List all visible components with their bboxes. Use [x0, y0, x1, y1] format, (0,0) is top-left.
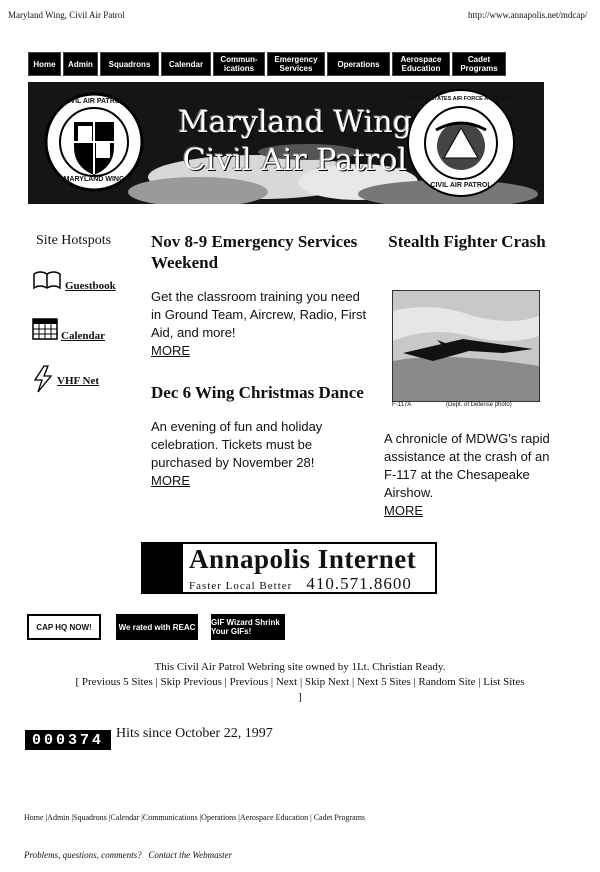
footer-squadrons[interactable]: Squadrons [73, 813, 107, 822]
webring-next5[interactable]: Next 5 Sites [356, 676, 411, 688]
cap-hq-badge[interactable]: CAP HQ NOW! [27, 614, 101, 640]
hotspot-guestbook[interactable] [32, 268, 116, 290]
photo-caption-aircraft: F-117A [392, 402, 412, 408]
footer-nav: Home |Admin |Squadrons |Calendar |Communications |Operations |Aerospace Education | Cadet Programs [24, 813, 366, 822]
hotspot-calendar[interactable] [32, 318, 105, 340]
event-nov-emergency [151, 231, 371, 360]
f117-photo[interactable] [392, 290, 540, 402]
more-link[interactable]: MORE [151, 343, 190, 358]
site-hotspots-heading: Site Hotspots [36, 233, 112, 248]
photo-caption-credit: (Dept. of Defense photo) [446, 402, 512, 408]
more-link[interactable]: MORE [151, 473, 190, 488]
stealth-crash-heading: Stealth Fighter Crash [388, 232, 546, 251]
webring-box: This Civil Air Patrol Webring site owned by 1Lt. Christian Ready. [ Previous 5 Sites | Skip Previous | Previous | Next | Skip Next | Next 5 Sites | Random Site | List Sites ] [75, 661, 525, 703]
footer-admin[interactable]: Admin [47, 813, 70, 822]
gif-wizard-badge[interactable]: GIF Wizard Shrink Your GIFs! [211, 614, 285, 640]
event-description: An evening of fun and holiday celebration. Tickets must be purchased by November 28! [151, 419, 323, 470]
webring-prev5[interactable]: Previous 5 Sites [81, 676, 153, 688]
ad-title: Annapolis Internet [189, 544, 417, 574]
footer-home[interactable]: Home [24, 813, 44, 822]
webring-skip-next[interactable]: Skip Next [304, 676, 350, 688]
webring-skip-prev[interactable]: Skip Previous [160, 676, 222, 688]
event-heading: Dec 6 Wing Christmas Dance [151, 383, 364, 402]
nav-calendar[interactable]: Calendar [161, 52, 211, 76]
footer-operations[interactable]: Operations [201, 813, 237, 822]
webring-list[interactable]: List Sites [483, 676, 525, 688]
ad-logo-block [143, 544, 183, 592]
usaf-auxiliary-seal [406, 88, 516, 198]
footer-communications[interactable]: Communications [142, 813, 198, 822]
calendar-icon [32, 318, 58, 340]
nav-squadrons[interactable]: Squadrons [100, 52, 159, 76]
webring-next[interactable]: Next [275, 676, 298, 688]
banner-title: Maryland Wing Civil Air Patrol [178, 105, 412, 178]
webring-owner-link[interactable]: 1Lt. Christian Ready [351, 661, 443, 673]
banner [28, 82, 544, 204]
hotspot-vhf-net[interactable] [32, 365, 99, 393]
ad-phone: 410.571.8600 [306, 574, 412, 593]
contact-webmaster-link[interactable]: Contact the Webmaster [148, 850, 233, 860]
nav-admin[interactable]: Admin [63, 52, 98, 76]
left-seal-top-text: CIVIL AIR PATROL [63, 98, 125, 105]
nav-home[interactable]: Home [28, 52, 61, 76]
webring-random[interactable]: Random Site [418, 676, 476, 688]
nav-operations[interactable]: Operations [327, 52, 390, 76]
print-page-title: Maryland Wing, Civil Air Patrol [8, 10, 125, 20]
lightning-icon [32, 365, 54, 393]
nav-emergency-services[interactable]: Emergency Services [267, 52, 325, 76]
print-page-url: http://www.annapolis.net/mdcap/ [468, 10, 588, 20]
left-seal-bottom-text: MARYLAND WING [63, 176, 125, 183]
event-description: Get the classroom training you need in Ground Team, Aircrew, Radio, First Aid, and more! [151, 289, 367, 340]
more-link[interactable]: MORE [384, 503, 423, 518]
right-seal-bottom-text: CIVIL AIR PATROL [430, 182, 492, 189]
webring-link[interactable]: Civil Air Patrol Webring [176, 661, 285, 673]
event-dec-dance [151, 382, 371, 490]
footer-aerospace: Aerospace Education [239, 813, 309, 822]
hit-counter: 000374 [25, 730, 111, 750]
guestbook-link[interactable]: Guestbook [65, 280, 116, 292]
nav-communications[interactable]: Commun-ications [213, 52, 265, 76]
vhf-net-link[interactable]: VHF Net [57, 375, 100, 387]
event-heading: Nov 8-9 Emergency Services Weekend [151, 232, 358, 272]
annapolis-internet-ad[interactable] [141, 542, 437, 594]
reac-badge[interactable]: We rated with REAC [116, 614, 198, 640]
stealth-crash-summary: A chronicle of MDWG's rapid assistance at the crash of an F-117 at the Chesapeake Airshow. MORE [384, 431, 550, 518]
calendar-link[interactable]: Calendar [61, 330, 105, 342]
ad-slogan: Faster Local Better [189, 580, 293, 592]
right-seal-top-text: UNITED STATES AIR FORCE AUXILIARY [408, 96, 514, 102]
top-nav [28, 52, 506, 76]
nav-aerospace-education[interactable]: Aerospace Education [392, 52, 450, 76]
webring-prev[interactable]: Previous [229, 676, 269, 688]
hits-label: Hits since October 22, 1997 [116, 726, 273, 741]
contact-line: Problems, questions, comments? Contact the Webmaster [24, 850, 233, 860]
maryland-wing-seal [44, 92, 144, 192]
nav-cadet-programs[interactable]: Cadet Programs [452, 52, 506, 76]
footer-cadet[interactable]: Cadet Programs [313, 813, 366, 822]
book-icon [32, 268, 62, 290]
footer-calendar[interactable]: Calendar [110, 813, 140, 822]
